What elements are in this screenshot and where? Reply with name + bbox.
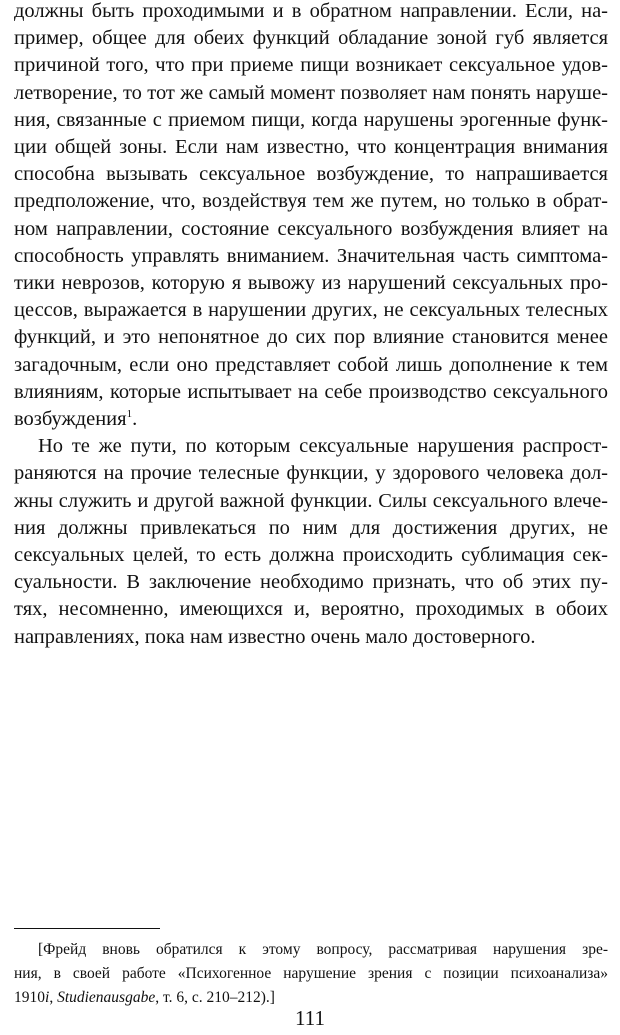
- footnote-ref-letter: i: [45, 989, 50, 1006]
- text-line: способна вызывать сексуальное возбуждение, то напрашивается: [14, 163, 608, 186]
- footnote-line: [Фрейд вновь обратился к этому вопросу, рассматривая нарушения зре-: [38, 941, 608, 958]
- text-line: ния, связанные с приемом пищи, когда нарушены эрогенные функ-: [14, 108, 608, 131]
- text-line: раняются на прочие телесные функции, у здорового человека дол-: [14, 462, 608, 485]
- text-line: ции общей зоны. Если нам известно, что концентрация внимания: [14, 136, 608, 159]
- text-line: предположение, что, воздействуя тем же путем, но только в обрат-: [14, 190, 608, 213]
- text-line: способность управлять вниманием. Значительная часть симптома-: [14, 244, 608, 267]
- text-line: сексуальных целей, то есть должна происходить сублимация сек-: [14, 544, 608, 567]
- text-fragment: возбуждения: [14, 408, 127, 431]
- footnote-line: ния, в своей работе «Психогенное нарушение зрения с позиции психоанализа»: [14, 965, 608, 982]
- text-line: суальности. В заключение необходимо признать, что об этих пу-: [14, 571, 608, 594]
- footnote-source-ref: , т. 6, с. 210–212).]: [155, 989, 275, 1006]
- page-number: 111: [295, 1006, 325, 1030]
- text-fragment: .: [132, 408, 138, 431]
- text-line: функций, и это непонятное до сих пор влияние становится менее: [14, 326, 608, 349]
- main-text: [14, 0, 608, 651]
- footnote-marker: 1: [126, 408, 133, 421]
- text-line: причиной того, что при приеме пищи возникает сексуальное удов-: [14, 54, 608, 77]
- paragraph-1: [14, 0, 608, 433]
- footnote-separator: [14, 928, 160, 929]
- text-line: Но те же пути, по которым сексуальные нарушения распрост-: [38, 435, 608, 458]
- text-line: направлениях, пока нам известно очень мало достоверного.: [14, 625, 536, 648]
- text-line: тях, несомненно, имеющихся и, вероятно, проходимых в обоих: [14, 598, 608, 621]
- footnote: [14, 938, 608, 1010]
- text-line-last: [14, 406, 608, 433]
- text-line: тики неврозов, которую я вывожу из нарушений сексуальных про-: [14, 272, 608, 295]
- text-line: должны быть проходимыми и в обратном направлении. Если, на-: [14, 0, 608, 22]
- text-line: жны служить и другой важной функции. Силы сексуального влече-: [14, 489, 608, 512]
- text-line: ния должны привлекаться по ним для достижения других, не: [14, 516, 608, 539]
- text-line: влияниям, которые испытывает на себе производство сексуального: [14, 380, 608, 403]
- paragraph-2: [14, 433, 608, 651]
- text-line: ном направлении, состояние сексуального возбуждения влияет на: [14, 217, 608, 240]
- footnote-year: 1910: [14, 989, 45, 1006]
- footnote-line-last: 1910i, Studienausgabe, т. 6, с. 210–212).]: [14, 989, 275, 1006]
- footnote-source-title: Studienausgabe: [57, 989, 156, 1006]
- text-line: цессов, выражается в нарушении других, не сексуальных телесных: [14, 299, 608, 322]
- text-line: пример, общее для обеих функций обладание зоной губ является: [14, 27, 608, 50]
- text-line: загадочным, если оно представляет собой лишь дополнение к тем: [14, 353, 608, 376]
- text-line: летворение, то тот же самый момент позволяет нам понять наруше-: [14, 81, 608, 104]
